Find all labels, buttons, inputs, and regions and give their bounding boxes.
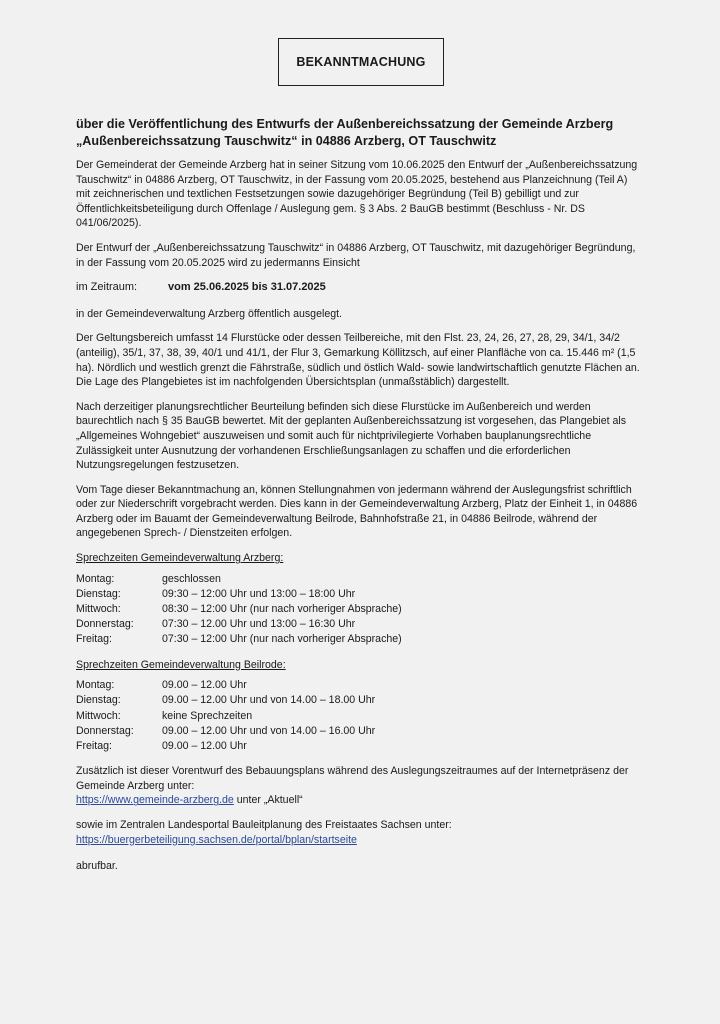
hours-time: geschlossen <box>162 572 221 585</box>
link-line-arzberg <box>76 793 642 808</box>
hours-time: 09.00 – 12.00 Uhr <box>162 679 247 692</box>
hours-day: Dienstag: <box>76 587 121 600</box>
hours-beilrode-title: Sprechzeiten Gemeindeverwaltung Beilrode: <box>76 658 286 671</box>
link-landesportal[interactable]: https://buergerbeteiligung.sachsen.de/portal/bplan/startseite <box>76 833 357 846</box>
hours-day: Dienstag: <box>76 694 121 707</box>
hours-arzberg-table <box>76 572 642 648</box>
hours-row <box>76 632 642 647</box>
hours-row <box>76 739 642 754</box>
hours-row <box>76 572 642 587</box>
paragraph-online: Zusätzlich ist dieser Vorentwurf des Bebauungsplans während des Auslegungszeitraumes auf der Internetpräsenz der Gemeinde Arzberg unter: <box>76 765 629 792</box>
heading <box>76 116 642 150</box>
period-value: vom 25.06.2025 bis 31.07.2025 <box>168 281 326 294</box>
hours-time: 09.00 – 12.00 Uhr <box>162 740 247 753</box>
hours-time: 09:30 – 12:00 Uhr und 13:00 – 18:00 Uhr <box>162 587 356 600</box>
hours-row <box>76 724 642 739</box>
link-line-portal <box>76 833 642 848</box>
hours-arzberg-title: Sprechzeiten Gemeindeverwaltung Arzberg: <box>76 552 284 565</box>
hours-time: 07:30 – 12:00 Uhr (nur nach vorheriger Absprache) <box>162 633 402 646</box>
hours-time: 09.00 – 12.00 Uhr und von 14.00 – 18.00 Uhr <box>162 694 376 707</box>
paragraph-resolution: Der Gemeinderat der Gemeinde Arzberg hat in seiner Sitzung vom 10.06.2025 den Entwurf der „Außenbereichssatzung Tauschwitz“ in 04886 Arzberg, OT Tauschwitz, in der Fassung vom 20.05.2025, bestehend aus Planzeichnung (Teil A) mit zeichnerischen und textlichen Festsetzungen sowie dazugehöriger Begründung (Teil B) gebilligt und zur Öffentlichkeitsbeteiligung durch Offenlage / Auslegung gem. § 3 Abs. 2 BauGB bestimmt (Beschluss - Nr. DS 041/06/2025). <box>76 159 638 230</box>
hours-day: Donnerstag: <box>76 724 134 737</box>
heading-line-2: „Außenbereichssatzung Tauschwitz“ in 04886 Arzberg, OT Tauschwitz <box>76 134 497 148</box>
paragraph-assessment: Nach derzeitiger planungsrechtlicher Beurteilung befinden sich diese Flurstücke im Außenbereich und werden baurechtlich nach § 35 BauGB bewertet. Mit der geplanten Außenbereichssatzung ist vorgesehen, das Plangebiet als „Allgemeines Wohngebiet“ auszuweisen und somit auch für nichtprivilegierte Vorhaben bauplanungsrechtliche Zulässigkeit unter Ausnutzung der vorhandenen Erschließungsanlagen zu schaffen und die erforderlichen Nutzungsregelungen festzusetzen. <box>76 400 627 472</box>
hours-day: Freitag: <box>76 633 112 646</box>
hours-day: Donnerstag: <box>76 618 134 631</box>
document-title: BEKANNTMACHUNG <box>278 38 444 86</box>
hours-day: Montag: <box>76 572 115 585</box>
hours-time: 07:30 – 12.00 Uhr und 13:00 – 16:30 Uhr <box>162 618 356 631</box>
paragraph-statements: Vom Tage dieser Bekanntmachung an, können Stellungnahmen von jedermann während der Auslegungsfrist schriftlich oder zur Niederschrift vorgebracht werden. Dies kann in der Gemeindeverwaltung Arzberg, Platz der Einheit 1, in 04886 Arzberg oder im Bauamt der Gemeindeverwaltung Beilrode, Bahnhofstraße 21, in 04886 Beilrode, während der angegebenen Sprech- / Dienstzeiten erfolgen. <box>76 483 638 540</box>
hours-time: 09.00 – 12.00 Uhr und von 14.00 – 16.00 Uhr <box>162 724 376 737</box>
hours-row <box>76 587 642 602</box>
hours-time: 08:30 – 12:00 Uhr (nur nach vorheriger Absprache) <box>162 603 402 616</box>
link-gemeinde-arzberg[interactable]: https://www.gemeinde-arzberg.de <box>76 794 234 807</box>
period-label: im Zeitraum: <box>76 281 138 294</box>
hours-row <box>76 693 642 708</box>
paragraph-scope: Der Geltungsbereich umfasst 14 Flurstücke oder dessen Teilbereiche, mit den Flst. 23, 24, 26, 27, 28, 29, 34/1, 34/2 (anteilig), 35/1, 37, 38, 39, 40/1 und 41/1, der Flur 3, Gemarkung Köllitzsch, auf einer Planfläche von ca. 15.446 m² (1,5 ha). Nördlich und westlich grenzt die Fährstraße, südlich und östlich Wald- sowie landwirtschaftlich genutzte Flächen an. Die Lage des Plangebietes ist im nachfolgenden Übersichtsplan (unmaßstäblich) dargestellt. <box>76 332 640 389</box>
hours-time: keine Sprechzeiten <box>162 709 253 722</box>
document-body <box>76 116 642 884</box>
hours-day: Mittwoch: <box>76 603 121 616</box>
hours-row <box>76 709 642 724</box>
paragraph-portal: sowie im Zentralen Landesportal Bauleitplanung des Freistaates Sachsen unter: <box>76 819 452 832</box>
hours-row <box>76 602 642 617</box>
hours-day: Freitag: <box>76 740 112 753</box>
paragraph-draft: Der Entwurf der „Außenbereichssatzung Tauschwitz“ in 04886 Arzberg, OT Tauschwitz, mit dazugehöriger Begründung, in der Fassung vom 20.05.2025 wird zu jedermanns Einsicht <box>76 241 636 269</box>
closing-text: abrufbar. <box>76 860 118 873</box>
hours-day: Mittwoch: <box>76 709 121 722</box>
link-suffix: unter „Aktuell“ <box>233 794 303 807</box>
hours-day: Montag: <box>76 679 115 692</box>
heading-line-1: über die Veröffentlichung des Entwurfs der Außenbereichssatzung der Gemeinde Arzberg <box>76 117 614 131</box>
display-period <box>76 280 642 295</box>
paragraph-location: in der Gemeindeverwaltung Arzberg öffentlich ausgelegt. <box>76 307 342 320</box>
hours-beilrode-table <box>76 678 642 754</box>
hours-row <box>76 617 642 632</box>
hours-row <box>76 678 642 693</box>
